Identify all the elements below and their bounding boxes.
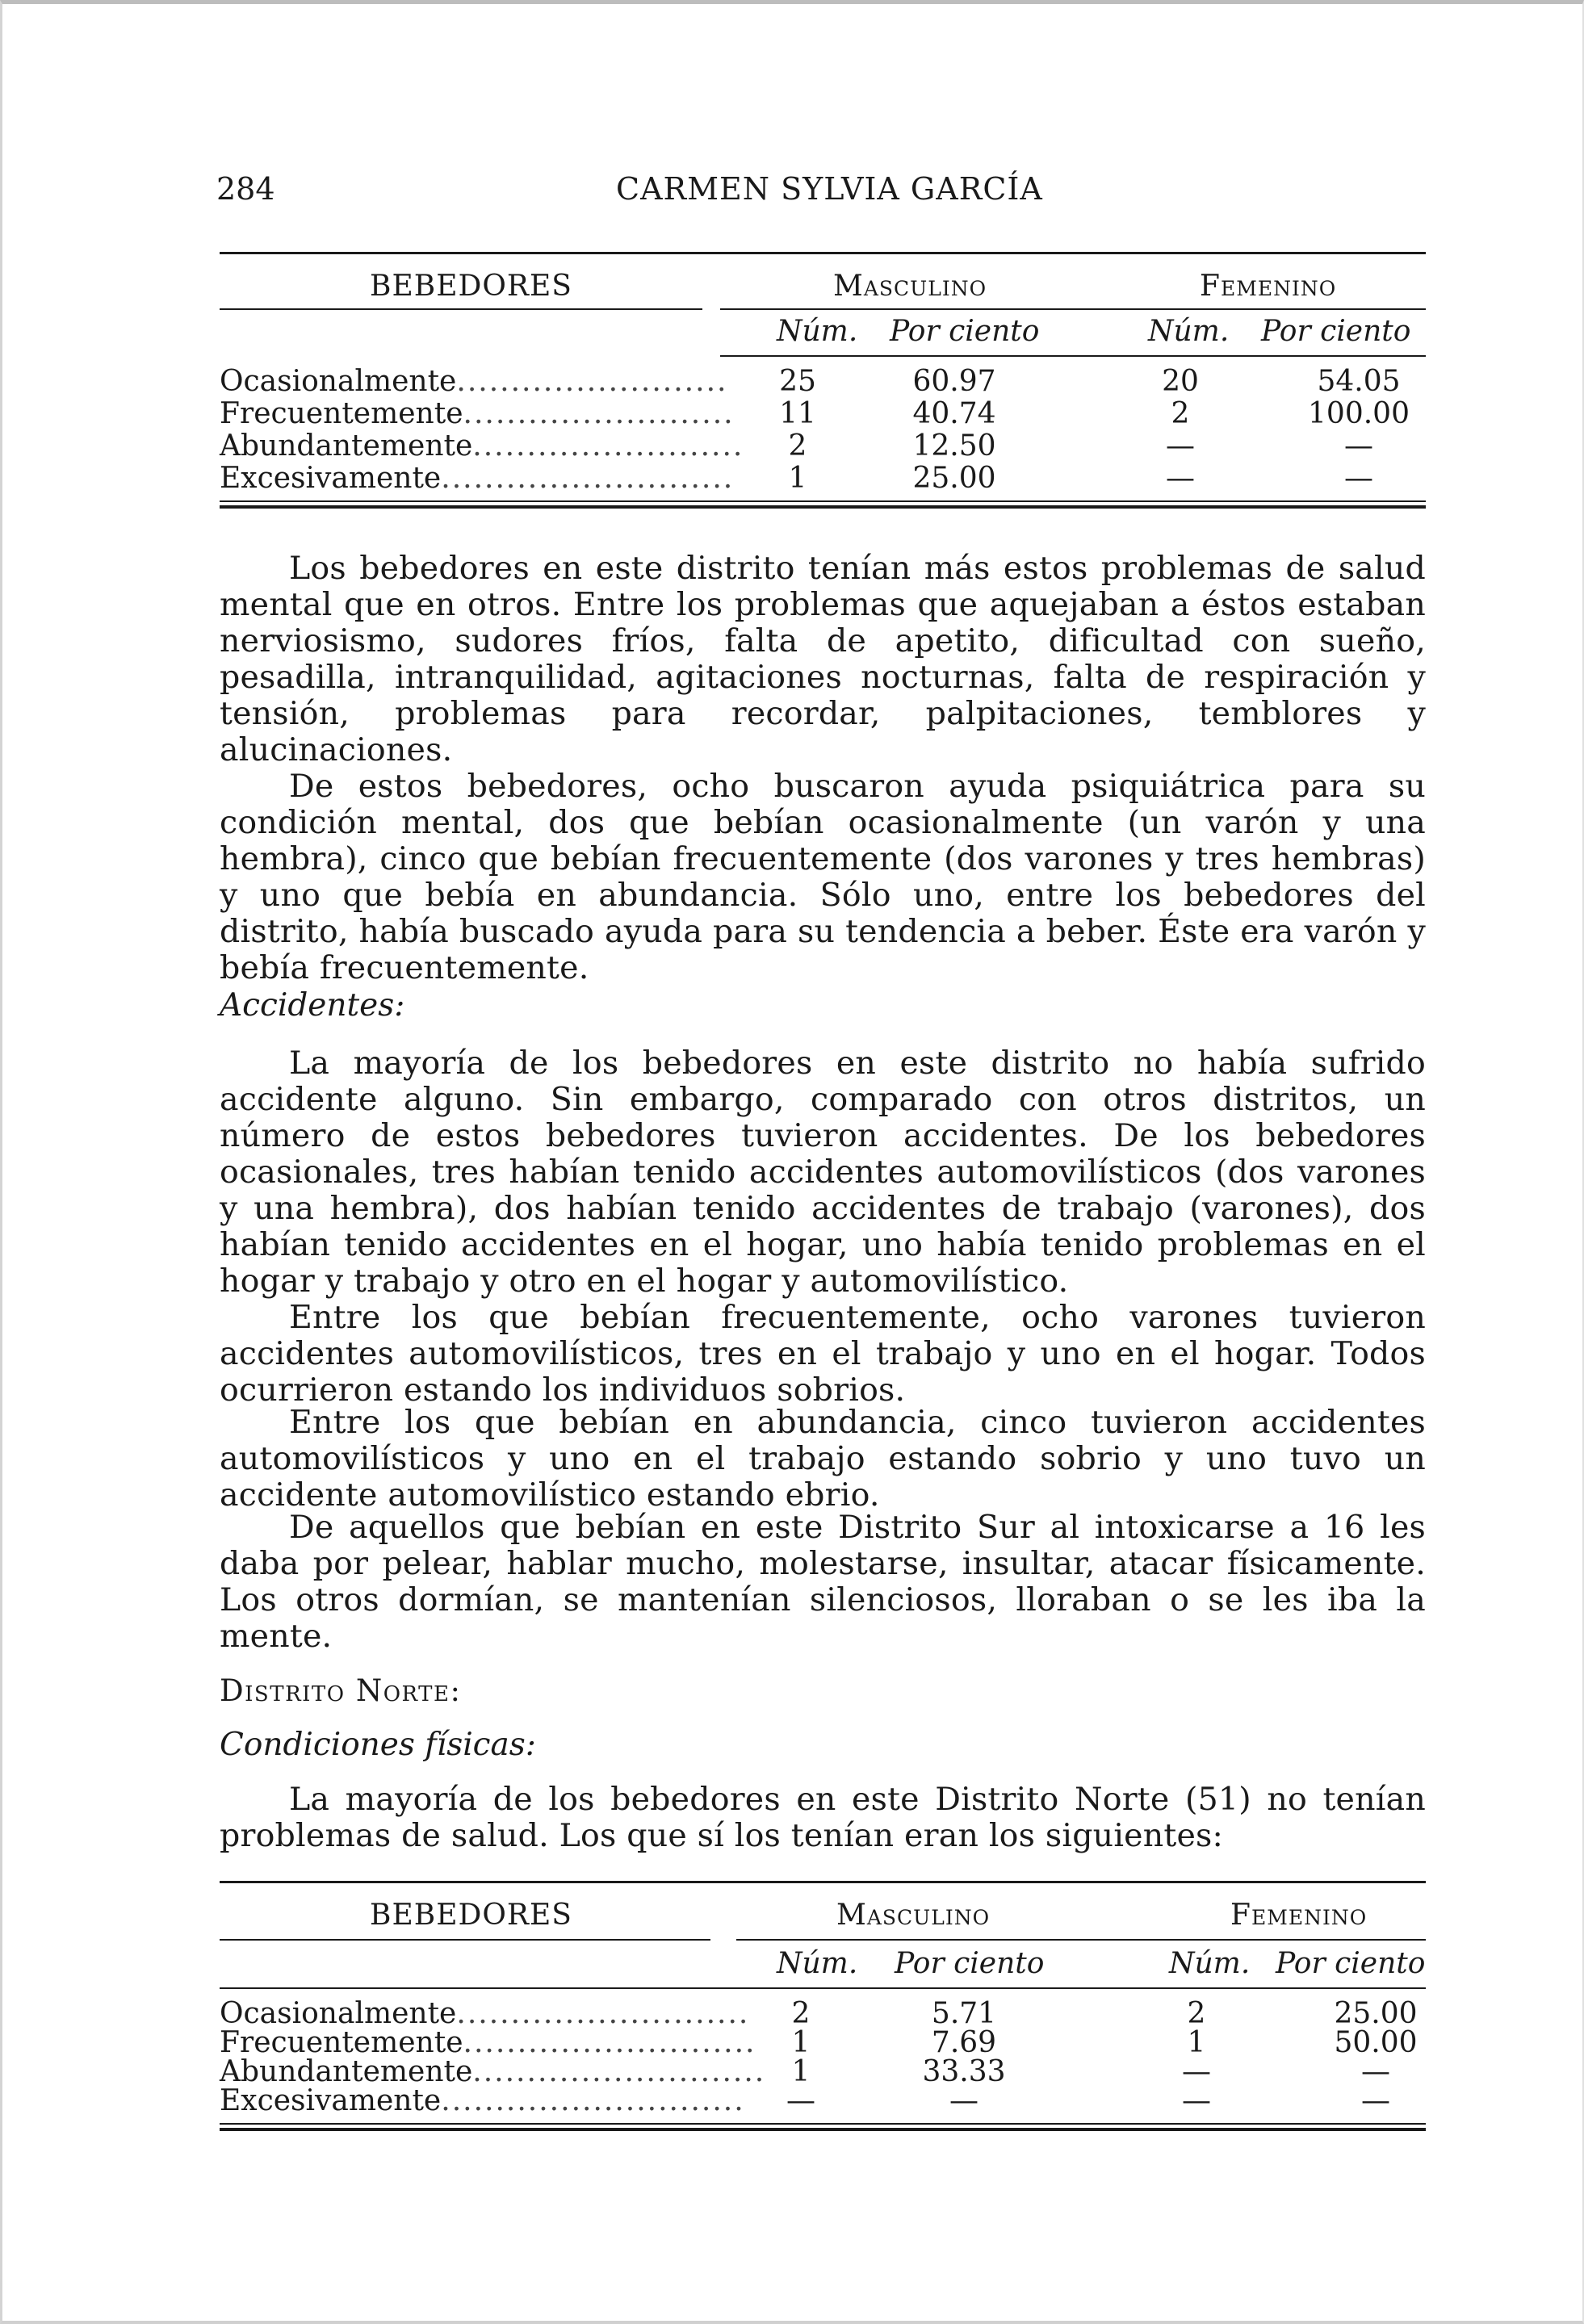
paragraph: La mayoría de los bebedores en este Distrito Norte (51) no tenían problemas de salud. Los que sí los tenían eran los siguientes: xyxy=(220,1781,1426,1854)
cell-f-num: 2 xyxy=(1171,397,1190,430)
table-bottom-rule xyxy=(220,500,1426,502)
cell-m-num: 11 xyxy=(779,397,816,430)
row-header-rule xyxy=(220,308,702,310)
paragraph: Entre los que bebían en abundancia, cinco tuvieron accidentes automovilísticos y uno en el trabajo estando sobrio y uno tuvo un accidente automovilístico estando ebrio. xyxy=(220,1404,1426,1514)
cell-m-pct: 12.50 xyxy=(912,429,996,463)
section-heading-accidentes: Accidentes: xyxy=(220,987,405,1024)
dot-leader: ........................... xyxy=(472,2055,766,2088)
cell-m-num: 1 xyxy=(788,462,807,495)
section-heading-condiciones: Condiciones físicas: xyxy=(220,1727,536,1763)
cell-f-num: — xyxy=(1182,2055,1211,2088)
cell-m-pct: 25.00 xyxy=(912,462,996,495)
cell-m-num: 2 xyxy=(791,1997,811,2030)
cell-f-num: 20 xyxy=(1162,365,1199,398)
cell-f-pct: — xyxy=(1361,2084,1390,2117)
table-bottom-rule-thick xyxy=(220,505,1426,509)
cell-m-pct: 60.97 xyxy=(912,365,996,398)
page-header xyxy=(216,171,1427,220)
row-header-rule xyxy=(220,1939,710,1941)
row-label: Abundantemente xyxy=(220,429,473,463)
dot-leader: ........................... xyxy=(456,1997,750,2030)
group-header-femenino: Femenino xyxy=(1230,1899,1368,1932)
cell-m-num: 2 xyxy=(788,429,807,463)
cell-f-pct: 54.05 xyxy=(1317,365,1401,398)
col-header-m-pct: Por ciento xyxy=(890,315,1040,348)
dot-leader: ............................ xyxy=(441,2084,745,2117)
paragraph: Los bebedores en este distrito tenían más estos problemas de salud mental que en otros. Entre los problemas que aquejaban a éstos estaban nerviosismo, sudores fríos, falta de apetito, dificultad con sueño, pesadilla, intranquilidad, agitaciones nocturnas, falta de respiración y tensión, problemas para recordar, palpitaciones, temblores y alucinaciones. xyxy=(220,550,1426,768)
col-header-f-pct: Por ciento xyxy=(1261,315,1411,348)
cell-f-num: 2 xyxy=(1187,1997,1206,2030)
row-label: Frecuentemente xyxy=(220,397,463,430)
cell-m-pct: 5.71 xyxy=(931,1997,997,2030)
cell-m-pct: 7.69 xyxy=(931,2026,997,2059)
group-header-rule xyxy=(720,308,1426,310)
table-top-rule xyxy=(220,252,1426,254)
group-header-rule xyxy=(736,1939,1426,1941)
paragraph: Entre los que bebían frecuentemente, ocho varones tuvieron accidentes automovilísticos, tres en el trabajo y uno en el hogar. Todos ocurrieron estando los individuos sobrios. xyxy=(220,1299,1426,1409)
dot-leader: ........................... xyxy=(463,2026,756,2059)
cell-m-num: 25 xyxy=(779,365,816,398)
table-bottom-rule xyxy=(220,2123,1426,2125)
drinkers-table-north xyxy=(220,1881,1426,2163)
cell-f-pct: — xyxy=(1344,462,1373,495)
paragraph: De aquellos que bebían en este Distrito Sur al intoxicarse a 16 les daba por pelear, hablar mucho, molestarse, insultar, atacar físicamente. Los otros dormían, se mantenían silenciosos, lloraban o se les iba la mente. xyxy=(220,1509,1426,1655)
col-header-f-pct: Por ciento xyxy=(1276,1947,1426,1980)
paragraph: La mayoría de los bebedores en este distrito no había sufrido accidente alguno. Sin embargo, comparado con otros distritos, un número de estos bebedores tuvieron accidentes. De los bebedores ocasionales, tres habían tenido accidentes automovilísticos (dos varones y una hembra), dos habían tenido accidentes de trabajo (varones), dos habían tenido accidentes en el hogar, uno había tenido problemas en el hogar y trabajo y otro en el hogar y automovilístico. xyxy=(220,1045,1426,1300)
cell-f-pct: — xyxy=(1344,429,1373,463)
table-row-header: BEBEDORES xyxy=(370,1899,572,1932)
cell-m-num: — xyxy=(786,2084,815,2117)
row-label: Excesivamente xyxy=(220,2084,442,2117)
page-number: 284 xyxy=(216,171,275,207)
table-top-rule xyxy=(220,1881,1426,1883)
cell-m-num: 1 xyxy=(791,2026,811,2059)
col-header-m-num: Núm. xyxy=(777,1947,858,1980)
cell-f-pct: — xyxy=(1361,2055,1390,2088)
row-label: Ocasionalmente xyxy=(220,1997,457,2030)
dot-leader: ......................... xyxy=(456,365,728,398)
drinkers-table-south xyxy=(220,252,1426,551)
table-bottom-rule-thick xyxy=(220,2128,1426,2131)
group-header-femenino: Femenino xyxy=(1200,270,1337,303)
cell-f-pct: 100.00 xyxy=(1308,397,1410,430)
dot-leader: ......................... xyxy=(472,429,744,463)
dot-leader: ........................... xyxy=(441,462,735,495)
col-header-m-pct: Por ciento xyxy=(895,1947,1045,1980)
cell-f-num: — xyxy=(1166,429,1195,463)
cell-m-pct: 40.74 xyxy=(912,397,996,430)
paragraph: De estos bebedores, ocho buscaron ayuda psiquiátrica para su condición mental, dos que bebían ocasionalmente (un varón y una hembra), cinco que bebían frecuentemente (dos varones y tres hembras) y uno que bebía en abundancia. Sólo uno, entre los bebedores del distrito, había buscado ayuda para su tendencia a beber. Éste era varón y bebía frecuentemente. xyxy=(220,768,1426,986)
running-head: CARMEN SYLVIA GARCÍA xyxy=(616,171,1043,207)
row-label: Frecuentemente xyxy=(220,2026,463,2059)
col-header-rule xyxy=(220,1987,1426,1989)
col-header-f-num: Núm. xyxy=(1148,315,1230,348)
district-heading-norte: Distrito Norte: xyxy=(220,1673,462,1708)
row-label: Ocasionalmente xyxy=(220,365,457,398)
cell-f-pct: 25.00 xyxy=(1334,1997,1418,2030)
cell-m-pct: — xyxy=(949,2084,978,2117)
dot-leader: ......................... xyxy=(463,397,735,430)
row-label: Excesivamente xyxy=(220,462,442,495)
group-header-masculino: Masculino xyxy=(836,1899,991,1932)
row-label: Abundantemente xyxy=(220,2055,473,2088)
cell-m-num: 1 xyxy=(791,2055,811,2088)
col-header-f-num: Núm. xyxy=(1169,1947,1251,1980)
group-header-masculino: Masculino xyxy=(833,270,987,303)
cell-f-num: — xyxy=(1182,2084,1211,2117)
table-row-header: BEBEDORES xyxy=(370,270,572,303)
cell-m-pct: 33.33 xyxy=(922,2055,1006,2088)
col-header-m-num: Núm. xyxy=(777,315,858,348)
cell-f-num: — xyxy=(1166,462,1195,495)
cell-f-num: 1 xyxy=(1187,2026,1206,2059)
cell-f-pct: 50.00 xyxy=(1334,2026,1418,2059)
col-header-rule xyxy=(720,355,1426,357)
